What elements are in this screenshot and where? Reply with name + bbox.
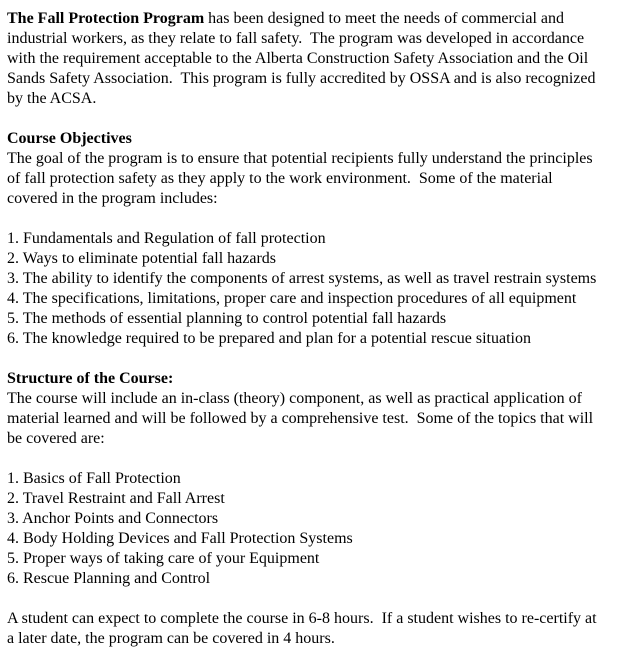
intro-line: Sands Safety Association. This program is fully accredited by OSSA and is also recognized — [7, 70, 596, 87]
intro-paragraph — [7, 9, 617, 109]
structure-list-item: 6. Rescue Planning and Control — [7, 570, 211, 587]
intro-line — [7, 9, 617, 29]
structure-list-item: 3. Anchor Points and Connectors — [7, 510, 219, 527]
spacer — [7, 449, 617, 469]
intro-bold-lead: The Fall Protection Program — [7, 10, 205, 27]
spacer — [7, 349, 617, 369]
objectives-list-item: 6. The knowledge required to be prepared and plan for a potential rescue situation — [7, 330, 531, 347]
intro-line: with the requirement acceptable to the Alberta Construction Safety Association and the Oil — [7, 50, 589, 67]
objectives-list-item: 5. The methods of essential planning to control potential fall hazards — [7, 310, 447, 327]
objectives-line: of fall protection safety as they apply to the work environment. Some of the material — [7, 170, 553, 187]
spacer — [7, 589, 617, 609]
structure-line: be covered are: — [7, 430, 105, 447]
closing-paragraph — [7, 609, 617, 649]
structure-list — [7, 469, 617, 589]
objectives-section — [7, 129, 617, 349]
closing-line: A student can expect to complete the course in 6-8 hours. If a student wishes to re-certify at — [7, 610, 597, 627]
intro-line: industrial workers, as they relate to fall safety. The program was developed in accordance — [7, 30, 585, 47]
intro-line-1-rest: has been designed to meet the needs of commercial and — [204, 10, 565, 27]
structure-list-item: 4. Body Holding Devices and Fall Protection Systems — [7, 530, 353, 547]
structure-heading: Structure of the Course: — [7, 370, 174, 387]
objectives-list-item: 4. The specifications, limitations, proper care and inspection procedures of all equipment — [7, 290, 577, 307]
objectives-heading: Course Objectives — [7, 130, 132, 147]
objectives-line: covered in the program includes: — [7, 190, 218, 207]
spacer — [7, 109, 617, 129]
objectives-line: The goal of the program is to ensure that potential recipients fully understand the principles — [7, 150, 593, 167]
objectives-list-item: 3. The ability to identify the components of arrest systems, as well as travel restrain systems — [7, 270, 597, 287]
structure-list-item: 1. Basics of Fall Protection — [7, 470, 181, 487]
closing-line: a later date, the program can be covered in 4 hours. — [7, 630, 335, 647]
structure-list-item: 2. Travel Restraint and Fall Arrest — [7, 490, 225, 507]
spacer — [7, 209, 617, 229]
intro-line: by the ACSA. — [7, 90, 97, 107]
objectives-list — [7, 229, 617, 349]
structure-line: The course will include an in-class (theory) component, as well as practical application of — [7, 390, 582, 407]
structure-line: material learned and will be followed by a comprehensive test. Some of the topics that will — [7, 410, 594, 427]
objectives-list-item: 2. Ways to eliminate potential fall hazards — [7, 250, 276, 267]
structure-list-item: 5. Proper ways of taking care of your Equipment — [7, 550, 320, 567]
structure-section — [7, 369, 617, 589]
objectives-list-item: 1. Fundamentals and Regulation of fall protection — [7, 230, 326, 247]
